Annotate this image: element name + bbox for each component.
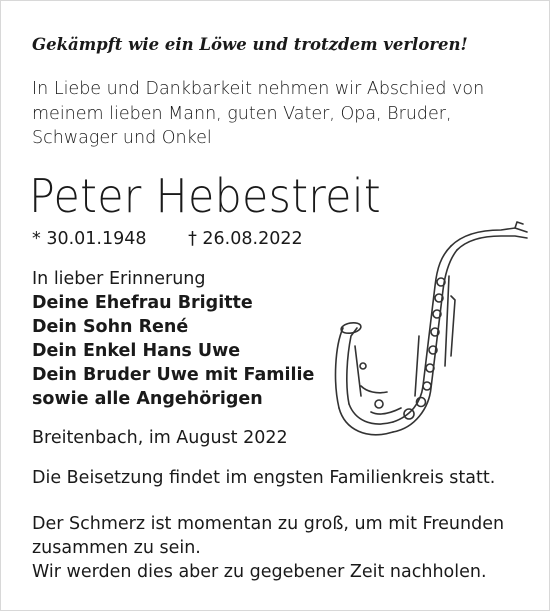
motto: Gekämpft wie ein Löwe und trotzdem verloren! <box>32 35 468 54</box>
burial-notice: Die Beisetzung findet im engsten Familienkreis statt. <box>32 468 496 488</box>
mourner-line: Dein Sohn René <box>32 317 189 337</box>
mourner-line: Dein Enkel Hans Uwe <box>32 341 241 361</box>
birth-date: * 30.01.1948 <box>32 229 147 249</box>
saxophone-icon <box>331 216 531 456</box>
closing-line: zusammen zu sein. <box>32 538 201 558</box>
mourner-line: Dein Bruder Uwe mit Familie <box>32 365 315 385</box>
mourner-line: sowie alle Angehörigen <box>32 389 263 409</box>
intro-line: Schwager und Onkel <box>32 128 212 148</box>
mourners-lead: In lieber Erinnerung <box>32 269 206 289</box>
closing-line: Wir werden dies aber zu gegebener Zeit nachholen. <box>32 562 487 582</box>
intro-text <box>32 77 502 151</box>
place-date: Breitenbach, im August 2022 <box>32 428 288 448</box>
deceased-name: Peter Hebestreit <box>29 169 381 223</box>
life-dates <box>32 229 303 249</box>
intro-line: In Liebe und Dankbarkeit nehmen wir Abschied von <box>32 79 485 99</box>
mourner-line: Deine Ehefrau Brigitte <box>32 293 253 313</box>
mourners-list <box>32 267 314 411</box>
intro-line: meinem lieben Mann, guten Vater, Opa, Bruder, <box>32 103 452 124</box>
closing-text <box>32 512 504 584</box>
death-date: † 26.08.2022 <box>188 229 303 249</box>
closing-line: Der Schmerz ist momentan zu groß, um mit Freunden <box>32 514 505 534</box>
